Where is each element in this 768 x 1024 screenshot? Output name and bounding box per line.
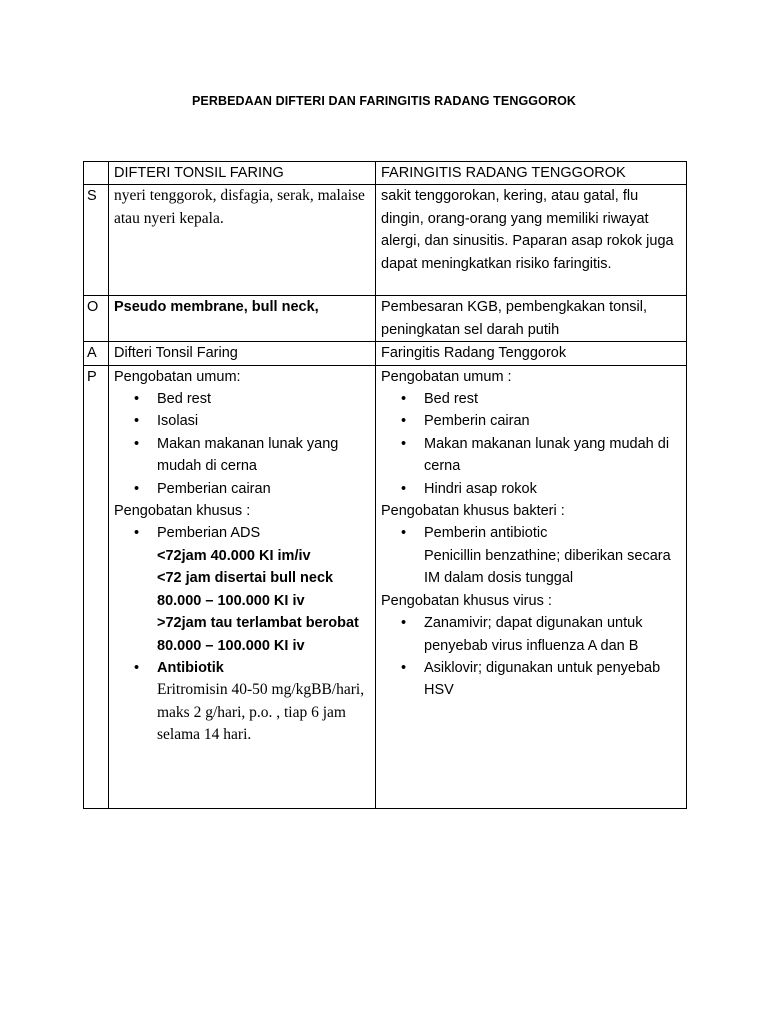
list-item: • Pemberian cairan <box>114 478 370 500</box>
table-header-row <box>84 162 687 185</box>
difteri-khusus-list <box>114 522 370 746</box>
comparison-table <box>83 161 687 809</box>
page-title: PERBEDAAN DIFTERI DAN FARINGITIS RADANG TENGGOROK <box>191 94 577 108</box>
list-item-bakteri <box>381 522 681 589</box>
ads-line-1: <72jam 40.000 KI im/iv <box>157 547 311 564</box>
o-difteri: Pseudo membrane, bull neck, <box>109 296 376 342</box>
ads-line-3: >72jam tau terlambat berobat 80.000 – 100.000 KI iv <box>157 615 359 654</box>
a-faringitis: Faringitis Radang Tenggorok <box>376 342 687 365</box>
list-item: • Isolasi <box>114 410 370 432</box>
list-item: • Bed rest <box>381 388 681 410</box>
difteri-umum-heading: Pengobatan umum: <box>114 368 241 385</box>
faringitis-bakteri-list <box>381 522 681 589</box>
list-item-ads <box>114 522 370 656</box>
row-label-a: A <box>84 342 109 365</box>
table-row-p <box>84 365 687 808</box>
p-faringitis <box>376 365 687 808</box>
faringitis-virus-list <box>381 612 681 702</box>
difteri-umum-list <box>114 388 370 500</box>
row-label-s: S <box>84 185 109 296</box>
difteri-khusus-heading: Pengobatan khusus : <box>114 503 251 520</box>
table-row-o <box>84 296 687 342</box>
header-difteri: DIFTERI TONSIL FARING <box>109 162 376 185</box>
s-faringitis: sakit tenggorokan, kering, atau gatal, flu dingin, orang-orang yang memiliki riwayat alergi, dan sinusitis. Paparan asap rokok juga dapat meningkatkan risiko faringitis. <box>376 185 687 296</box>
header-label-cell <box>84 162 109 185</box>
list-item: • Makan makanan lunak yang mudah di cerna <box>381 433 681 478</box>
faringitis-umum-heading: Pengobatan umum : <box>381 368 512 385</box>
list-item: • Pemberin cairan <box>381 410 681 432</box>
s-difteri: nyeri tenggorok, disfagia, serak, malaise atau nyeri kepala. <box>109 185 376 296</box>
ads-line-2: <72 jam disertai bull neck 80.000 – 100.000 KI iv <box>157 570 334 609</box>
faringitis-bakteri-heading: Pengobatan khusus bakteri : <box>381 503 565 520</box>
faringitis-umum-list <box>381 388 681 500</box>
list-item: • Bed rest <box>114 388 370 410</box>
bakteri-text: Penicillin benzathine; diberikan secara IM dalam dosis tunggal <box>424 547 671 587</box>
list-item: • Hindri asap rokok <box>381 478 681 500</box>
list-item: • Asiklovir; digunakan untuk penyebab HSV <box>381 657 681 702</box>
list-item: • Zanamivir; dapat digunakan untuk penyebab virus influenza A dan B <box>381 612 681 657</box>
list-item-antibiotik <box>114 657 370 747</box>
o-faringitis: Pembesaran KGB, pembengkakan tonsil, peningkatan sel darah putih <box>376 296 687 342</box>
table-row-a <box>84 342 687 365</box>
table-row-s <box>84 185 687 296</box>
a-difteri: Difteri Tonsil Faring <box>109 342 376 365</box>
ads-title: • Pemberian ADS <box>157 525 261 542</box>
bakteri-title: • Pemberin antibiotic <box>424 525 548 542</box>
header-faringitis: FARINGITIS RADANG TENGGOROK <box>376 162 687 185</box>
antibiotik-title: • Antibiotik <box>157 659 224 676</box>
faringitis-virus-heading: Pengobatan khusus virus : <box>381 592 552 609</box>
row-label-o: O <box>84 296 109 342</box>
row-label-p: P <box>84 365 109 808</box>
list-item: • Makan makanan lunak yang mudah di cerna <box>114 433 370 478</box>
antibiotik-text: Eritromisin 40-50 mg/kgBB/hari, maks 2 g/hari, p.o. , tiap 6 jam selama 14 hari. <box>157 681 365 744</box>
p-difteri <box>109 365 376 808</box>
